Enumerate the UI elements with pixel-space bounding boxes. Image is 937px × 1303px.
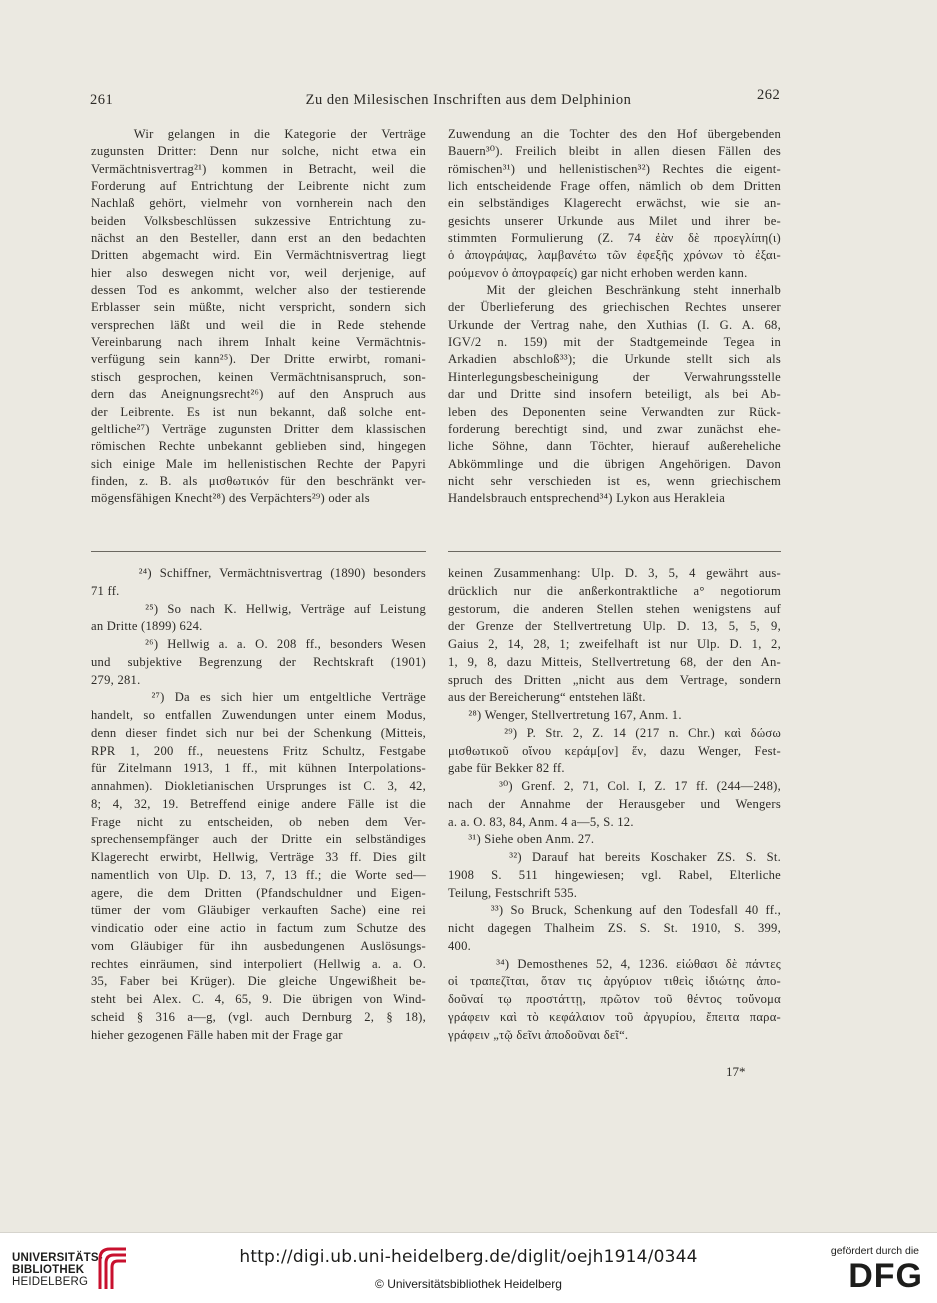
text-line: ³²) Darauf hat bereits Koschaker ZS. S. St. — [448, 850, 781, 864]
text-line: nicht dagegen Thalheim ZS. S. St. 1910, S. 399, — [448, 921, 781, 935]
text-line: 279, 281. — [91, 672, 141, 687]
footnote-rule-left — [91, 551, 426, 552]
text-line: δοῦναί τῳ προστάττῃ, πρῶτον τοῦ θέντος τοὔνομα — [448, 992, 781, 1006]
text-line: handelt, so entfallen Zuwendungen unter einem Modus, — [91, 708, 426, 722]
funding-label: gefördert durch die — [830, 1245, 919, 1257]
text-line: ²⁴) Schiffner, Vermächtnisvertrag (1890) besonders — [91, 566, 426, 580]
text-line: ρούμενον ὁ ἀπογραφείς) gar nicht erhoben werden kann. — [448, 265, 748, 280]
text-line: scheid § 316 a—g, (vgl. auch Dernburg 2, § 18), — [91, 1009, 426, 1024]
text-line: 1908 S. 511 hingewiesen; vgl. Rabel, Elterliche — [448, 867, 781, 882]
text-line: stisch gesprochen, keinen Vermächtnisanspruch, son- — [91, 369, 426, 384]
text-line: denn dieser findet sich nur bei der Schenkung (Mitteis, — [91, 725, 426, 740]
text-line: römischen³¹) und hellenistischen³²) Rechtes die eigent- — [448, 161, 781, 176]
text-line: RPR 1, 200 ff., neuestens Fritz Schultz, Festgabe — [91, 743, 426, 758]
text-line: γράφειν καὶ τὸ κεφάλαιον τοῦ ἀργυρίου, ἔπειτα παρα- — [448, 1009, 781, 1024]
text-line: 400. — [448, 938, 472, 953]
text-line: 8; 4, 32, 19. Betreffend einige andere Fälle ist die — [91, 796, 426, 811]
text-line: gestorum, die anderen Stellen stehen wenigstens auf — [448, 601, 781, 616]
text-line: nicht sehr verschieden ist es, wenn griechischem — [448, 473, 781, 488]
text-line: sich einige Male im hellenistischen Rechte der Papyri — [91, 456, 426, 471]
text-line: Nachlaß gehört, vielmehr von vornherein nach den — [91, 196, 426, 211]
text-line: 1, 9, 8, dazu Mitteis, Stellvertretung 68, der den An- — [448, 654, 781, 669]
text-line: zugunsten Dritter: Denn nur solche, nicht etwa ein — [91, 144, 426, 159]
text-line: keinen Zusammenhang: Ulp. D. 3, 5, 4 gewährt aus- — [448, 566, 781, 580]
text-line: mögensfähigen Knecht²⁸) des Verpächters²⁹) oder als — [91, 491, 370, 506]
text-line: römischen Rechte unbekannt geblieben sind, hingegen — [91, 439, 426, 454]
body-column-left — [91, 126, 426, 508]
library-name-line3: HEIDELBERG — [12, 1276, 89, 1288]
text-line: steht bei Alex. C. 4, 65, 9. Die übrigen von Wind- — [91, 992, 426, 1006]
text-line: dern das Aneignungsrecht²⁶) auf den Anspruch aus — [91, 387, 426, 402]
text-line: Vermächtnisvertrag²¹) kommen in Betracht, weil die — [91, 161, 426, 176]
text-line: ³¹) Siehe oben Anm. 27. — [448, 832, 595, 847]
text-line: nach der Annahme der Herausgeber und Wengers — [448, 796, 781, 811]
text-line: namentlich von Ulp. D. 13, 7, 13 ff.; die Worte sed— — [91, 867, 426, 882]
text-line: stimmten Formulierung (Z. 74 ἐὰν δὲ προεγλίπη(ι) — [448, 231, 781, 246]
text-line: a. a. O. 83, 84, Anm. 4 a—5, S. 12. — [448, 814, 634, 829]
text-line: hier also deswegen nicht vor, weil derjenige, auf — [91, 265, 426, 280]
text-line: der Grenze der Stellvertretung Ulp. D. 13, 5, 5, 9, — [448, 619, 781, 634]
text-line: οἱ τραπεζῖται, ὅταν τις ἀργύριον τιθεὶς ἰδιώτης ἀπο- — [448, 974, 781, 989]
text-line: vindicatio oder eine actio in factum zum Schutze des — [91, 921, 426, 935]
text-line: leben des Deponenten seine Verwandten zur Rück- — [448, 404, 781, 419]
text-line: ein selbständiges Klagerecht erwächst, wie sie an- — [448, 196, 781, 211]
text-line: IGV/2 n. 159) mit der Stadtgemeinde Tegea in — [448, 335, 781, 350]
footnotes-column-right — [448, 565, 781, 1044]
text-line: der Überlieferung des griechischen Rechtes unserer — [448, 300, 781, 315]
text-line: Klagerecht erwirbt, Hellwig, Verträge 33 ff. Dies gilt — [91, 850, 426, 864]
text-line: Dritten abgemacht wird. Ein Vermächtnisvertrag liegt — [91, 248, 426, 263]
text-line: agere, die dem Dritten (Pfandschuldner und Eigen- — [91, 885, 426, 900]
footnote-rule-right — [448, 551, 781, 552]
text-line: Hinterlegungsbescheinigung der Verwahrungsstelle — [448, 369, 781, 384]
text-line: für Zitelmann 1913, 1 ff., mit kühnen Interpolations- — [91, 761, 426, 776]
text-line: vom Gläubiger für ihn ausbedungenen Auslösungs- — [91, 938, 426, 953]
text-line: ²⁷) Da es sich hier um entgeltliche Verträge — [91, 690, 426, 705]
text-line: ³⁰) Grenf. 2, 71, Col. I, Z. 17 ff. (244—248), — [448, 779, 781, 793]
text-line: forderung berechtigt sind, und zwar zunächst ehe- — [448, 421, 781, 436]
text-line: Frage nicht zu entscheiden, ob neben dem Ver- — [91, 814, 426, 829]
page-number-left: 261 — [90, 92, 114, 108]
text-line: lich entscheidende Frage offen, nämlich ob dem Dritten — [448, 179, 781, 194]
text-line: annahmen). Diokletianischen Ursprunges ist C. 3, 42, — [91, 779, 426, 793]
running-title: Zu den Milesischen Inschriften aus dem Delphinion — [305, 92, 632, 108]
text-line: ²⁵) So nach K. Hellwig, Verträge auf Leistung — [91, 601, 426, 616]
text-line: Urkunde der Vertrag nahe, den Xuthias (I. G. A. 68, — [448, 317, 781, 332]
text-line: aus der Bereicherung“ entstehen läßt. — [448, 690, 646, 705]
text-line: Mit der gleichen Beschränkung steht innerhalb — [448, 283, 781, 298]
text-line: hieher gezogenen Fälle haben mit der Frage gar — [91, 1027, 343, 1042]
text-line: Gaius 2, 14, 28, 1; zweifelhaft ist nur Ulp. D. 1, 2, — [448, 637, 781, 651]
text-line: finden, z. B. als μισθωτικόν für den beschränkt ver- — [91, 473, 426, 488]
text-line: an Dritte (1899) 624. — [91, 619, 203, 634]
text-line: ²⁶) Hellwig a. a. O. 208 ff., besonders Wesen — [91, 637, 426, 651]
text-line: γράφειν „τῷ δεῖνι ἀποδοῦναι δεῖ“. — [448, 1027, 629, 1042]
text-line: Erblasser sein müßte, nicht verspricht, sondern sich — [91, 300, 426, 315]
signature-mark: 17* — [726, 1064, 746, 1079]
text-line: ²⁹) P. Str. 2, Z. 14 (217 n. Chr.) καὶ δώσω — [448, 725, 781, 740]
library-name-line1: UNIVERSITÄTS- — [12, 1252, 103, 1264]
text-line: verfügung sein kann²⁵). Der Dritte erwirbt, romani- — [91, 352, 426, 367]
text-line: ²⁸) Wenger, Stellvertretung 167, Anm. 1. — [448, 708, 682, 722]
body-column-right — [448, 126, 781, 508]
text-line: 71 ff. — [91, 583, 120, 598]
text-line: liche Söhne, dann Töchter, hierauf außereheliche — [448, 439, 781, 454]
text-line: Vereinbarung nach ihrem Inhalt keine Vermächtnis- — [91, 335, 426, 350]
text-line: versprechen läßt und weil die in Rede stehende — [91, 317, 426, 332]
text-line: ³⁴) Demosthenes 52, 4, 1236. εἰώθασι δὲ πάντες — [448, 956, 781, 971]
text-line: sprechensempfänger auch der Dritte ein selbständiges — [91, 832, 426, 847]
text-line: gesichts unserer Urkunde aus Milet und ihrer be- — [448, 213, 781, 228]
text-line: Abkömmlinge und die übrigen Angehörigen. Davon — [448, 456, 781, 471]
text-line: drücklich nur die anßerkontraktliche a° negotiorum — [448, 583, 781, 598]
text-line: Bauern³⁰). Freilich bleibt in allen diesen Fällen des — [448, 144, 781, 159]
document-url-link[interactable]: http://digi.ub.uni-heidelberg.de/diglit/oejh1914/0344 — [239, 1247, 698, 1267]
text-line: der Leibrente. Es ist nun bekannt, daß solche ent- — [91, 404, 426, 419]
library-name-line2: BIBLIOTHEK — [12, 1264, 85, 1276]
copyright-notice: © Universitätsbibliothek Heidelberg — [375, 1277, 562, 1291]
text-line: beiden Volksbeschlüssen sukzessive Entrichtung zu- — [91, 213, 426, 228]
page-number-right: 262 — [757, 87, 781, 103]
text-line: spruch des Dritten „nicht aus dem Vertrage, sondern — [448, 672, 781, 687]
text-line: Zuwendung an die Tochter des den Hof übergebenden — [448, 127, 781, 141]
text-line: Forderung auf Entrichtung der Leibrente nicht zum — [91, 179, 426, 194]
text-line: Teilung, Festschrift 535. — [448, 885, 578, 900]
text-line: tümer der vom Gläubiger verkauften Sache) eine rei — [91, 903, 426, 918]
text-line: ὁ ἀπογράψας, λαμβανέτω τῶν ἐφεξῆς χρόνων τὸ ἐξαι- — [448, 248, 781, 263]
text-line: dessen Tod es ankommt, welcher also der testierende — [91, 283, 426, 298]
text-line: Arkadien abschloß³³); die Urkunde stellt sich als — [448, 352, 781, 367]
text-line: 35, Faber bei Krüger). Die gleiche Ungewißheit be- — [91, 974, 426, 989]
text-line: ³³) So Bruck, Schenkung auf den Todesfall 40 ff., — [448, 903, 781, 918]
text-line: Handelsbrauch entsprechend³⁴) Lykon aus Herakleia — [448, 491, 726, 506]
dfg-logo[interactable]: DFG — [848, 1257, 923, 1295]
footnotes-column-left — [91, 565, 426, 1044]
text-line: dar und Dritte sind insofern beteiligt, als bei Ab- — [448, 387, 781, 402]
text-line: Wir gelangen in die Kategorie der Verträge — [91, 127, 426, 141]
text-line: geltliche²⁷) Verträge zugunsten Dritter dem klassischen — [91, 421, 426, 436]
viewer-footer — [0, 1232, 937, 1303]
text-line: gabe für Bekker 82 ff. — [448, 761, 565, 776]
text-line: nächst an den Besteller, dann erst an den bedachten — [91, 231, 426, 246]
text-line: und subjektive Begrenzung der Rechtskraft (1901) — [91, 654, 426, 669]
text-line: μισθωτικοῦ οἴνου κεράμ[ον] ἕν, dazu Wenger, Fest- — [448, 743, 781, 758]
text-line: rechtes einräumen, sind interpoliert (Hellwig a. a. O. — [91, 956, 426, 971]
